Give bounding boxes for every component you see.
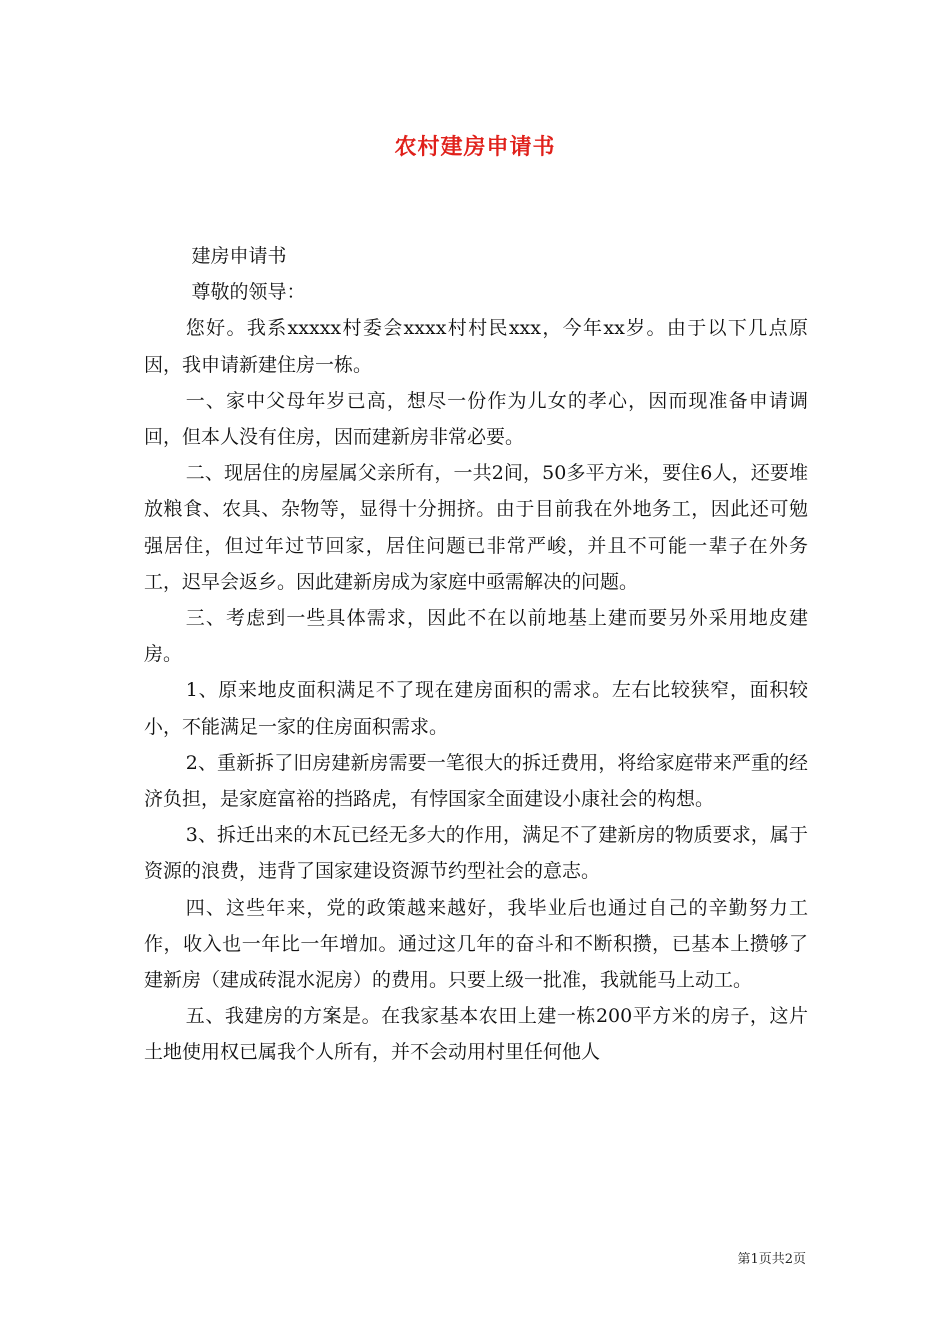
page-indicator: 第1页共2页 xyxy=(737,1252,806,1267)
paragraph-intro: 您好。我系xxxxx村委会xxxx村村民xxx，今年xx岁。由于以下几点原因，我申请新建住房一栋。 xyxy=(144,317,808,376)
paragraph-salutation: 尊敬的领导： xyxy=(191,281,306,304)
paragraph-reason-2: 二、现居住的房屋属父亲所有，一共2间，50多平方米，要住6人，还要堆放粮食、农具、杂物等，显得十分拥挤。由于目前我在外地务工，因此还可勉强居住，但过年过节回家，居住问题已非常严峻，并且不可能一辈子在外务工，迟早会返乡。因此建新房成为家庭中亟需解决的问题。 xyxy=(144,462,808,593)
paragraph-reason-4: 四、这些年来，党的政策越来越好，我毕业后也通过自己的辛勤努力工作，收入也一年比一年增加。通过这几年的奋斗和不断积攒，已基本上攒够了建新房（建成砖混水泥房）的费用。只要上级一批准，我就能马上动工。 xyxy=(144,896,808,992)
document-body xyxy=(144,238,808,1071)
paragraph-reason-5: 五、我建房的方案是。在我家基本农田上建一栋200平方米的房子，这片土地使用权已属我个人所有，并不会动用村里任何他人 xyxy=(144,1005,808,1064)
paragraph-reason-1: 一、家中父母年岁已高，想尽一份作为儿女的孝心，因而现准备申请调回，但本人没有住房，因而建新房非常必要。 xyxy=(144,389,808,449)
document-title: 农村建房申请书 xyxy=(394,134,556,160)
paragraph-reason-3-item-3: 3、拆迁出来的木瓦已经无多大的作用，满足不了建新房的物质要求，属于资源的浪费，违背了国家建设资源节约型社会的意志。 xyxy=(144,824,808,883)
paragraph-heading: 建房申请书 xyxy=(191,245,287,267)
paragraph-reason-3-item-1: 1、原来地皮面积满足不了现在建房面积的需求。左右比较狭窄，面积较小，不能满足一家的住房面积需求。 xyxy=(144,679,808,738)
paragraph-reason-3-item-2: 2、重新拆了旧房建新房需要一笔很大的拆迁费用，将给家庭带来严重的经济负担，是家庭富裕的挡路虎，有悖国家全面建设小康社会的构想。 xyxy=(144,751,808,811)
paragraph-reason-3: 三、考虑到一些具体需求，因此不在以前地基上建而要另外采用地皮建房。 xyxy=(144,607,808,666)
